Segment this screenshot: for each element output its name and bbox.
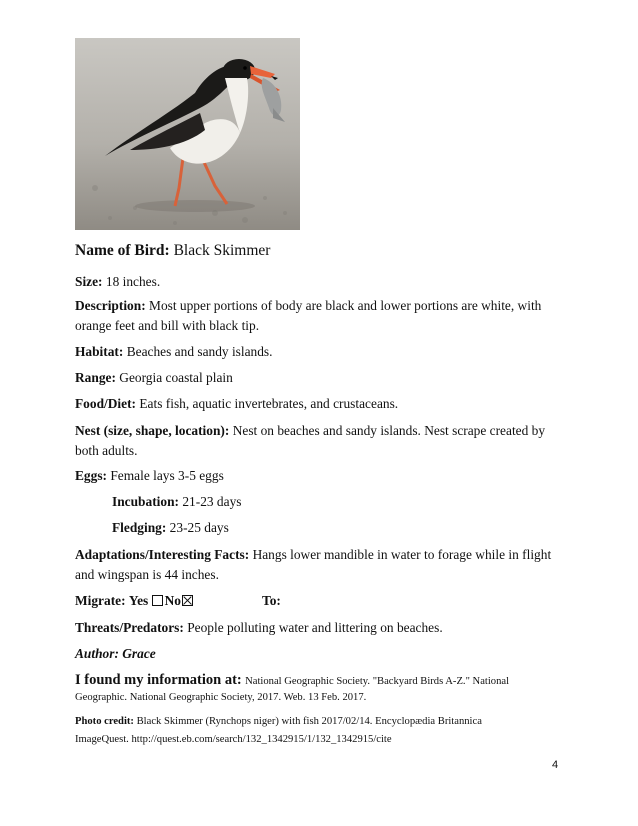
threats-label: Threats/Predators: [75,620,184,635]
name-value: Black Skimmer [173,242,271,259]
migrate-label: Migrate: [75,593,126,608]
adaptations-row-2 [75,565,575,585]
range-value: Georgia coastal plain [119,370,233,385]
page-number: 4 [552,759,559,771]
sources-value: National Geographic Society. "Backyard Birds A-Z." National [245,676,510,687]
photo-credit-row [75,712,575,732]
habitat-value: Beaches and sandy islands. [126,344,273,359]
fledging-row [112,518,612,538]
sources-value-2: Geographic. National Geographic Society, 2017. Web. 13 Feb. 2017. [75,692,367,703]
habitat-label: Habitat: [75,344,124,359]
threats-row [75,618,575,638]
incubation-row [112,492,612,512]
nest-value-2: both adults. [75,443,138,458]
eggs-row [75,466,575,486]
photo-credit-row-2 [75,730,575,750]
migrate-to-label: To: [262,593,281,608]
description-row-2 [75,316,575,336]
adaptations-label: Adaptations/Interesting Facts: [75,547,250,562]
nest-row [75,421,575,441]
range-row [75,368,575,388]
photo-credit-value: Black Skimmer (Rynchops niger) with fish 2017/02/14. Encyclopædia Britannica [136,716,482,727]
migrate-yes-checkbox[interactable] [152,595,163,606]
name-label: Name of Bird: [75,242,170,259]
threats-value: People polluting water and littering on beaches. [187,620,443,635]
bird-photo [75,38,300,230]
description-value: Most upper portions of body are black and lower portions are white, with [149,298,542,313]
adaptations-row [75,545,575,565]
size-label: Size: [75,274,103,289]
photo-credit-value-2: ImageQuest. http://quest.eb.com/search/132_1342915/1/132_1342915/cite [75,734,392,745]
eggs-value: Female lays 3-5 eggs [110,468,224,483]
black-skimmer-image [75,38,300,230]
migrate-yes-label: Yes [128,593,149,608]
food-label: Food/Diet: [75,396,136,411]
description-label: Description: [75,298,146,313]
food-row [75,394,575,414]
food-value: Eats fish, aquatic invertebrates, and crustaceans. [139,396,399,411]
nest-row-2 [75,441,575,461]
size-row [75,272,575,292]
nest-value: Nest on beaches and sandy islands. Nest scrape created by [232,423,546,438]
migrate-no-checkbox[interactable] [182,595,193,606]
photo-credit-label: Photo credit: [75,716,134,727]
incubation-value: 21-23 days [182,494,242,509]
name-of-bird [75,241,575,261]
migrate-no-label: No [164,593,181,608]
range-label: Range: [75,370,116,385]
sources-row-2 [75,688,575,708]
description-row [75,296,575,316]
nest-label: Nest (size, shape, location): [75,423,230,438]
fledging-value: 23-25 days [169,520,229,535]
incubation-label: Incubation: [112,494,179,509]
description-value-2: orange feet and bill with black tip. [75,318,260,333]
habitat-row [75,342,575,362]
eggs-label: Eggs: [75,468,107,483]
adaptations-value: Hangs lower mandible in water to forage while in flight [252,547,552,562]
fledging-label: Fledging: [112,520,167,535]
sources-label: I found my information at: [75,672,242,688]
adaptations-value-2: and wingspan is 44 inches. [75,567,219,582]
migrate-row [75,591,575,611]
author: Author: Grace [75,646,156,661]
size-value: 18 inches. [105,274,161,289]
